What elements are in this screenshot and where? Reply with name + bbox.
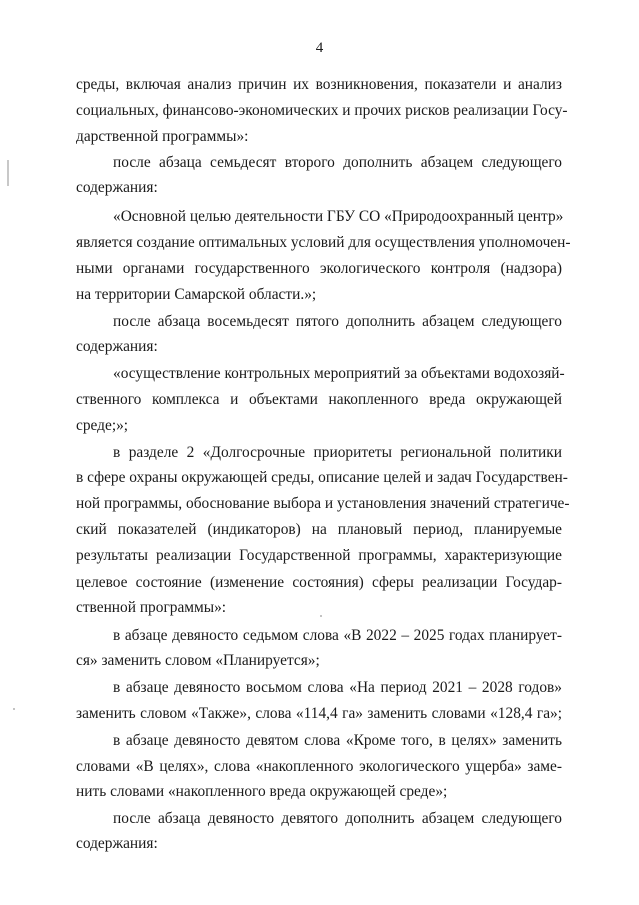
- text-line: в сфере охраны окружающей среды, описание целей и задач Государствен-: [76, 469, 568, 486]
- page-number: 4: [315, 40, 324, 56]
- text-line: содержания:: [76, 835, 158, 852]
- text-line: после абзаца девяносто девятого дополнить абзацем следующего: [113, 810, 562, 827]
- text-line: «осуществление контрольных мероприятий за объектами водохозяй-: [113, 365, 565, 382]
- text-line: на территории Самарской области.»;: [76, 286, 317, 303]
- text-line: ся» заменить словом «Планируется»;: [76, 652, 320, 669]
- text-line: ными органами государственного экологического контроля (надзора): [76, 260, 562, 277]
- text-line: содержания:: [76, 338, 158, 355]
- text-line: в разделе 2 «Долгосрочные приоритеты региональной политики: [113, 444, 562, 461]
- text-line: содержания:: [76, 179, 158, 196]
- text-line: после абзаца семьдесят второго дополнить абзацем следующего: [113, 154, 562, 171]
- text-line: среде;»;: [76, 417, 129, 434]
- text-line: является создание оптимальных условий для осуществления уполномочен-: [76, 234, 571, 251]
- text-line: после абзаца восемьдесят пятого дополнить абзацем следующего: [113, 313, 562, 330]
- text-line: заменить словом «Также», слова «114,4 га» заменить словами «128,4 га»;: [76, 705, 562, 722]
- text-line: целевое состояние (изменение состояния) сферы реализации Государ-: [76, 574, 562, 591]
- text-line: «Основной целью деятельности ГБУ СО «Природоохранный центр»: [113, 208, 564, 225]
- text-line: результаты реализации Государственной программы, характеризующие: [76, 547, 562, 564]
- text-line: ной программы, обоснование выбора и установления значений стратегиче-: [76, 495, 570, 512]
- text-line: в абзаце девяносто восьмом слова «На период 2021 – 2028 годов»: [113, 679, 562, 696]
- scan-speck: [13, 708, 15, 710]
- text-line: ский показателей (индикаторов) на плановый период, планируемые: [76, 521, 562, 538]
- text-line: ственного комплекса и объектами накопленного вреда окружающей: [76, 391, 562, 408]
- text-line: словами «В целях», слова «накопленного экологического ущерба» заме-: [76, 758, 562, 775]
- text-line: ственной программы»:: [76, 599, 227, 616]
- text-line: нить словами «накопленного вреда окружающей среде»;: [76, 783, 448, 800]
- text-line: в абзаце девяносто девятом слова «Кроме того, в целях» заменить: [113, 732, 562, 749]
- left-margin-scan-mark: [7, 160, 9, 186]
- text-line: социальных, финансово-экономических и прочих рисков реализации Госу-: [76, 102, 568, 119]
- text-line: в абзаце девяносто седьмом слова «В 2022 – 2025 годах планирует-: [113, 627, 562, 644]
- text-line: среды, включая анализ причин их возникновения, показатели и анализ: [76, 76, 562, 93]
- text-line: дарственной программы»:: [76, 128, 249, 145]
